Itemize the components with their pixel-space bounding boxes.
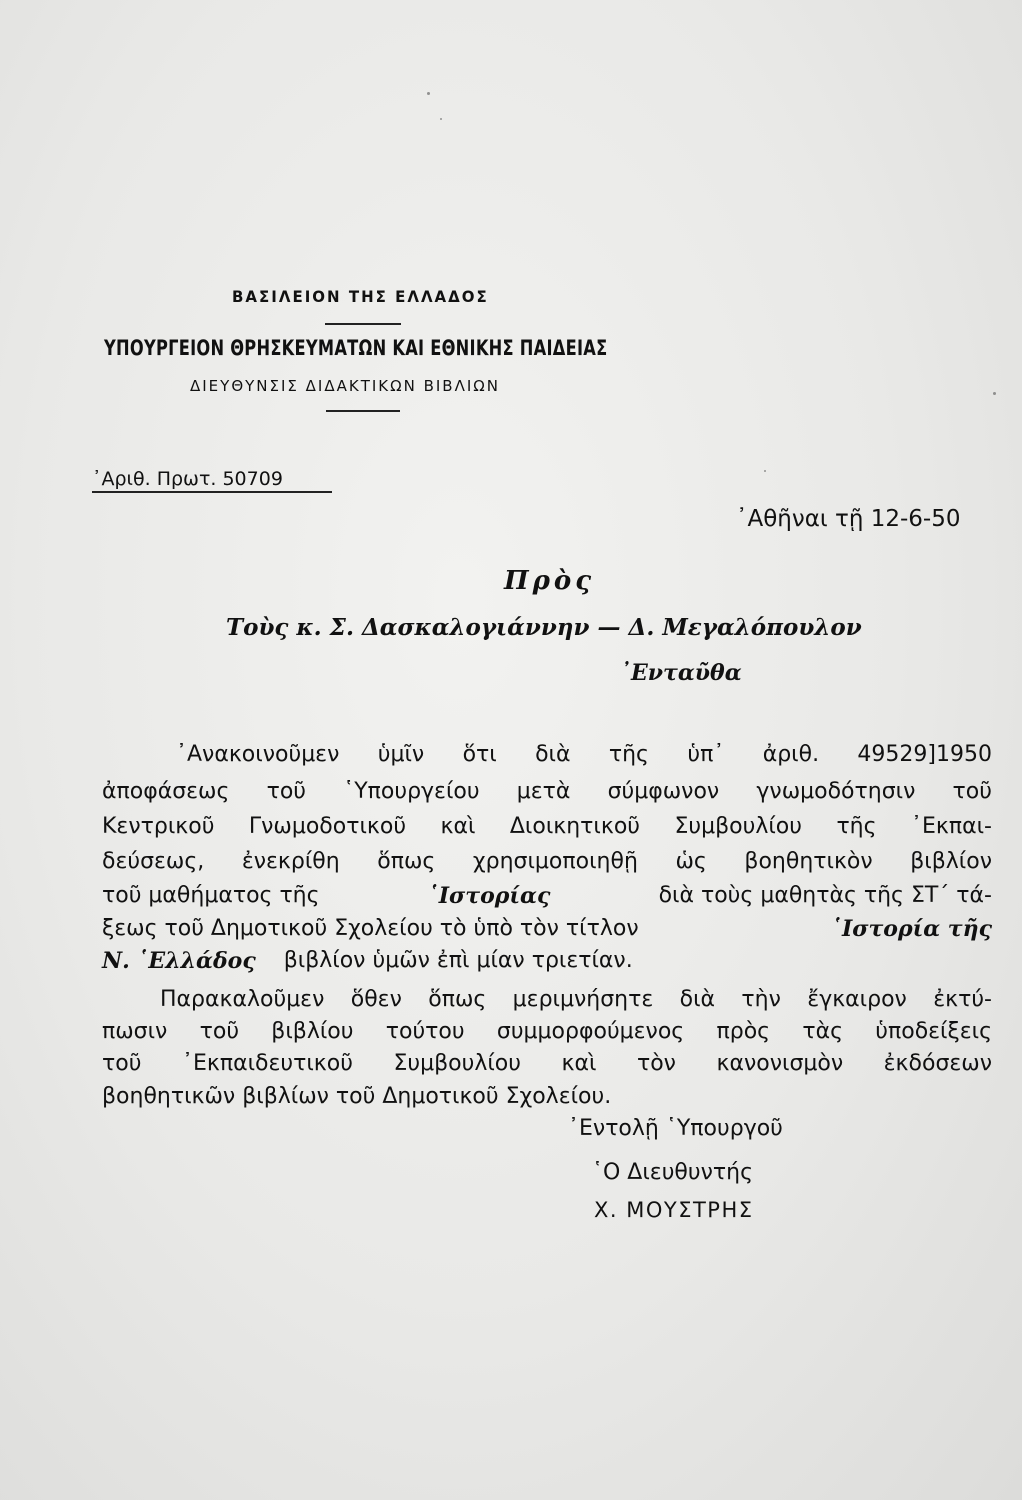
body-text: διὰ τοὺς μαθητὰς τῆς ΣΤ΄ τά- xyxy=(658,883,992,908)
body-line xyxy=(102,847,992,877)
book-title: Ν. ῾Ελλάδος xyxy=(102,948,256,974)
protocol-underline xyxy=(92,491,332,493)
body-text: τοῦ ᾿Εκπαιδευτικοῦ Συμβουλίου καὶ τὸν κανονισμὸν ἐκδόσεων xyxy=(102,1051,992,1076)
ministry-heading: ΥΠΟΥΡΓΕΙΟΝ ΘΡΗΣΚΕΥΜΑΤΩΝ ΚΑΙ ΕΘΝΙΚΗΣ ΠΑΙΔΕΙΑΣ xyxy=(104,336,608,360)
paper-speck xyxy=(440,118,442,120)
signature-title: ῾Ο Διευθυντής xyxy=(592,1160,754,1185)
body-line xyxy=(102,777,992,807)
kingdom-heading: ΒΑΣΙΛΕΙΟΝ ΤΗΣ ΕΛΛΑΔΟΣ xyxy=(232,287,489,307)
body-text: βοηθητικῶν βιβλίων τοῦ Δημοτικοῦ Σχολείου. xyxy=(102,1084,612,1109)
heading-divider xyxy=(325,323,401,325)
paper-speck xyxy=(427,92,430,95)
body-line xyxy=(102,812,992,842)
protocol-number: ᾿Αριθ. Πρωτ. 50709 xyxy=(92,468,283,490)
book-subject: ῾Ιστορίας xyxy=(427,883,551,909)
body-text: δεύσεως, ἐνεκρίθη ὅπως χρησιμοποιηθῇ ὡς βοηθητικὸν βιβλίον xyxy=(102,849,992,874)
letter-date: ᾿Αθῆναι τῇ 12-6-50 xyxy=(736,506,961,532)
body-text: βιβλίον ὑμῶν ἐπὶ μίαν τριετίαν. xyxy=(283,948,633,973)
addressee-label: Πρὸς xyxy=(504,566,596,596)
body-line xyxy=(102,1017,992,1047)
addressee-recipients: Τοὺς κ. Σ. Δασκαλογιάννην — Δ. Μεγαλόπουλον xyxy=(226,614,862,641)
body-text: Κεντρικοῦ Γνωμοδοτικοῦ καὶ Διοικητικοῦ Συμβουλίου τῆς ᾿Εκπαι- xyxy=(102,814,992,839)
body-line xyxy=(176,740,992,770)
body-text: ἀποφάσεως τοῦ ῾Υπουργείου μετὰ σύμφωνον γνωμοδότησιν τοῦ xyxy=(102,779,992,804)
book-title: ῾Ιστορία τῆς xyxy=(830,916,992,942)
body-line xyxy=(102,1049,992,1079)
body-line xyxy=(102,946,992,976)
heading-divider xyxy=(326,410,400,412)
body-text: ᾿Ανακοινοῦμεν ὑμῖν ὅτι διὰ τῆς ὑπ᾿ ἀριθ. 49529]1950 xyxy=(176,742,992,767)
body-text: πωσιν τοῦ βιβλίου τούτου συμμορφούμενος πρὸς τὰς ὑποδείξεις xyxy=(102,1019,992,1044)
paper-speck xyxy=(993,392,996,395)
directorate-heading: ΔΙΕΥΘΥΝΣΙΣ ΔΙΔΑΚΤΙΚΩΝ ΒΙΒΛΙΩΝ xyxy=(190,377,500,395)
body-text: ξεως τοῦ Δημοτικοῦ Σχολείου τὸ ὑπὸ τὸν τίτλον xyxy=(102,916,639,941)
body-line xyxy=(102,914,992,944)
body-line xyxy=(160,985,992,1015)
signature-order: ᾿Εντολῇ ῾Υπουργοῦ xyxy=(568,1116,783,1141)
body-text: Παρακαλοῦμεν ὅθεν ὅπως μεριμνήσητε διὰ τὴν ἔγκαιρον ἐκτύ- xyxy=(160,987,992,1012)
body-line xyxy=(102,1082,992,1112)
paper-speck xyxy=(764,470,766,472)
body-text: τοῦ μαθήματος τῆς xyxy=(102,883,320,908)
body-line xyxy=(102,881,992,911)
signature-name: Χ. ΜΟΥΣΤΡΗΣ xyxy=(594,1198,754,1222)
addressee-location: ᾿Ενταῦθα xyxy=(620,660,742,686)
